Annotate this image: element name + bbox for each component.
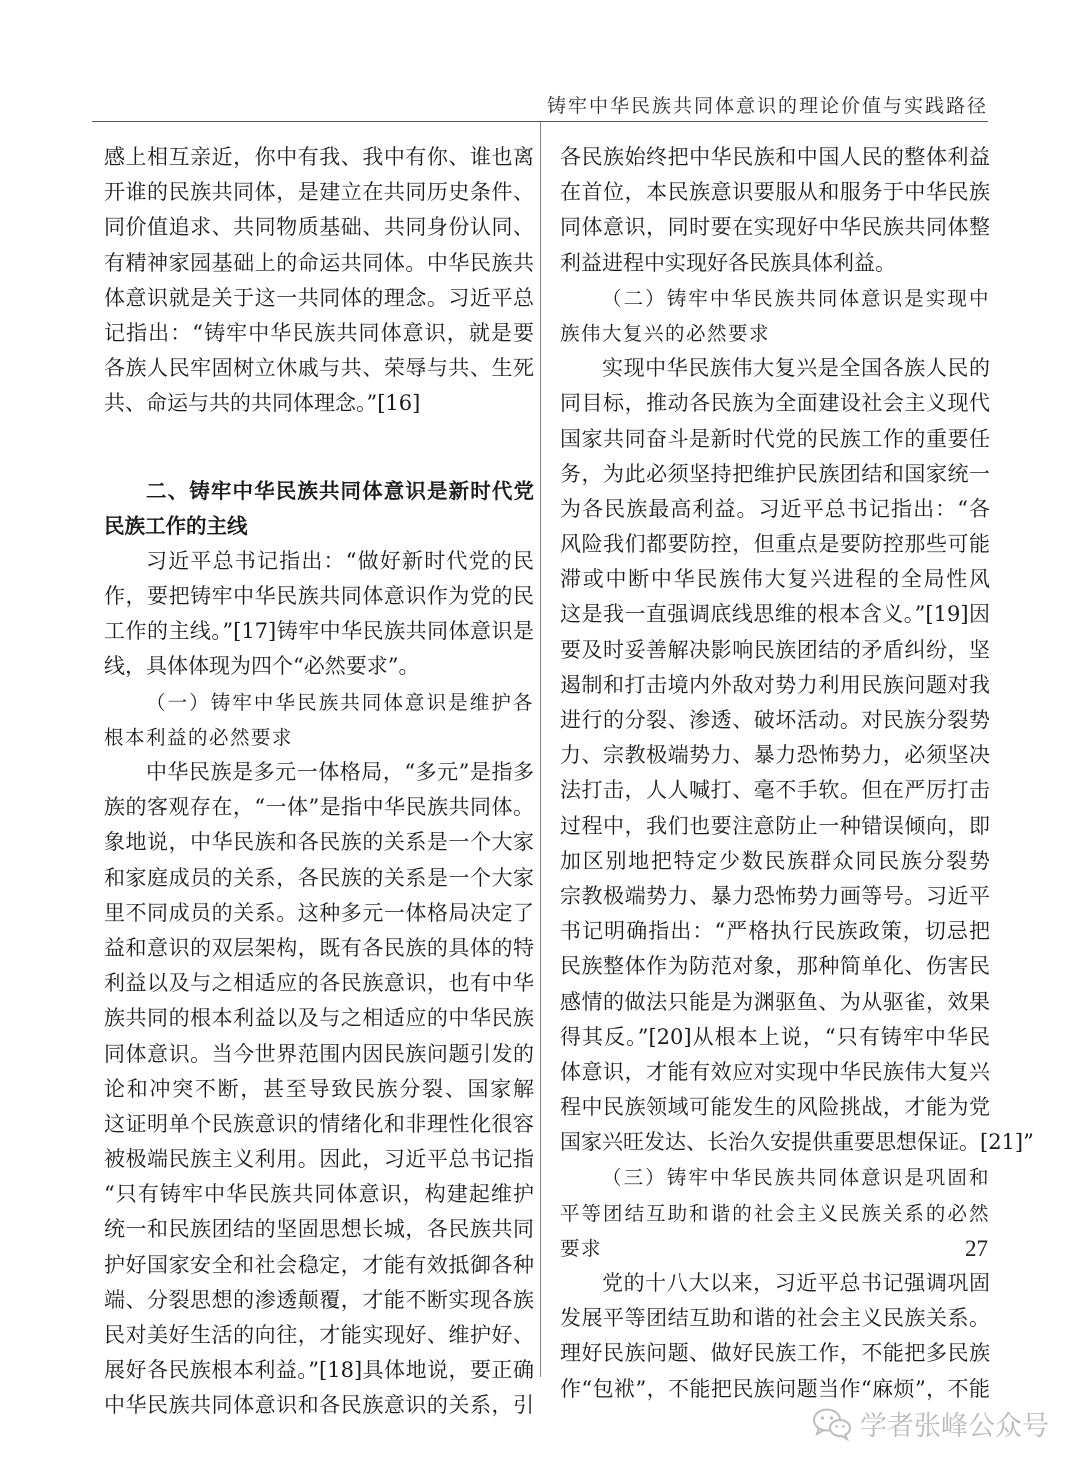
body-text-line: 得其反。”[20]从根本上说，“只有铸牢中华民 [560,1024,990,1049]
body-text-line: 记指出：“铸牢中华民族共同体意识，就是要 [104,320,534,345]
body-text-line: 统一和民族团结的坚固思想长城，各民族共同 [104,1217,534,1242]
spacer [104,422,534,474]
right-column [560,140,1034,1407]
body-text-line: 国家共同奋斗是新时代党的民族工作的重要任 [560,426,990,451]
body-text-line: 同价值追求、共同物质基础、共同身份认同、 [104,215,534,240]
body-text-line: 务，为此必须坚持把维护民族团结和国家统一 [560,461,990,486]
body-text-line: 开谁的民族共同体，是建立在共同历史条件、 [104,180,534,205]
body-text-line: 被极端民族主义利用。因此，习近平总书记指 [104,1147,534,1172]
body-text-line: 利益以及与之相适应的各民族意识，也有中华 [104,971,534,996]
subheading-line: （一）铸牢中华民族共同体意识是维护各 [146,690,534,714]
body-text-line: 遏制和打击境内外敌对势力利用民族问题对我 [560,672,990,697]
subheading-line: 要求 [560,1236,603,1260]
running-header: 铸牢中华民族共同体意识的理论价值与实践路径 [546,95,988,117]
body-text-line: 族的客观存在，“一体”是指中华民族共同体。 [104,795,534,820]
body-text-line: 里不同成员的关系。这种多元一体格局决定了 [104,900,534,925]
subheading-line: 根本利益的必然要求 [104,725,294,749]
wechat-icon [812,1407,852,1441]
body-text-line: 各民族始终把中华民族和中国人民的整体利益 [560,145,990,169]
body-text-line: 展好各民族根本利益。”[18]具体地说，要正确 [104,1358,534,1383]
body-text-line: 作“包袱”，不能把民族问题当作“麻烦”，不能 [560,1376,990,1401]
body-text-line: 感情的做法只能是为渊驱鱼、为从驱雀，效果 [560,989,990,1014]
body-text-line: 同体意识，同时要在实现好中华民族共同体整 [560,215,990,240]
body-text-line: 利益进程中实现好各民族具体利益。 [560,250,896,275]
body-text-line: 护好国家安全和社会稳定，才能有效抵御各种 [104,1252,534,1277]
body-text-line: 这是我一直强调底线思维的根本含义。”[19]因 [560,602,990,627]
body-text-line: “只有铸牢中华民族共同体意识，构建起维护 [104,1182,534,1207]
body-text-line: 益和意识的双层架构，既有各民族的具体的特 [104,935,534,960]
body-text-line: 各族人民牢固树立休戚与共、荣辱与共、生死 [104,356,534,381]
body-text-line: 体意识就是关于这一共同体的理念。习近平总 [104,285,534,310]
body-text-line: 滞或中断中华民族伟大复兴进程的全局性风 [560,567,990,592]
body-text-line: 力、宗教极端势力、暴力恐怖势力，必须坚决 [560,743,990,768]
left-column [104,140,534,1424]
body-text-line: 中华民族共同体意识和各民族意识的关系，引 [104,1393,534,1418]
watermark-text: 学者张峰公众号 [860,1411,1049,1442]
body-text-line: 和家庭成员的关系，各民族的关系是一个大家 [104,865,534,890]
section-heading-line: 二、铸牢中华民族共同体意识是新时代党 [146,478,534,503]
body-text-line: 同体意识。当今世界范围内因民族问题引发的 [104,1041,534,1066]
body-text-line: 国家兴旺发达、长治久安提供重要思想保证。[21]” [560,1130,1034,1155]
body-text-line: 民对美好生活的向往，才能实现好、维护好、 [104,1323,534,1347]
body-text-line: 作，要把铸牢中华民族共同体意识作为党的民 [104,584,534,609]
body-text-line: 这证明单个民族意识的情绪化和非理性化很容 [104,1111,534,1136]
body-text-line: 象地说，中华民族和各民族的关系是一个大家 [104,830,534,855]
subheading-line: （二）铸牢中华民族共同体意识是实现中 [602,286,990,310]
body-text-line: 加区别地把特定少数民族群众同民族分裂势 [560,848,990,873]
body-text-line: 民族整体作为防范对象，那种简单化、伤害民 [560,954,990,979]
watermark [812,1404,1049,1443]
body-text-line: 在首位，本民族意识要服从和服务于中华民族 [560,180,990,205]
body-text-line: 体意识，才能有效应对实现中华民族伟大复兴 [560,1059,990,1084]
body-text-line: 共、命运与共的共同体理念。”[16] [104,391,421,416]
body-text-line: 端、分裂思想的渗透颠覆，才能不断实现各族 [104,1287,534,1312]
body-text-line: 党的十八大以来，习近平总书记强调巩固 [602,1271,990,1295]
body-text-line: 工作的主线。”[17]铸牢中华民族共同体意识是 [104,619,534,644]
body-text-line: 实现中华民族伟大复兴是全国各族人民的 [602,356,990,381]
body-text-line: 感上相互亲近，你中有我、我中有你、谁也离 [104,145,534,169]
body-text-line: 为各民族最高利益。习近平总书记指出：“各 [560,496,990,521]
body-text-line: 理好民族问题、做好民族工作，不能把多民族 [560,1341,990,1366]
body-text-line: 进行的分裂、渗透、破坏活动。对民族分裂势 [560,708,990,732]
body-text-line: 程中民族领域可能发生的风险挑战，才能为党 [560,1095,990,1120]
body-text-line: 同目标，推动各民族为全面建设社会主义现代 [560,391,990,416]
body-text-line: 论和冲突不断，甚至导致民族分裂、国家解 [104,1076,534,1101]
subheading-line: 平等团结互助和谐的社会主义民族关系的必然 [560,1201,990,1225]
subheading-line: 族伟大复兴的必然要求 [560,321,771,345]
body-text-line: 过程中，我们也要注意防止一种错误倾向，即 [560,813,990,838]
body-text-line: 有精神家园基础上的命运共同体。中华民族共 [104,250,534,275]
body-text-line: 族共同的根本利益以及与之相适应的中华民族 [104,1006,534,1031]
body-text-line: 发展平等团结互助和谐的社会主义民族关系。 [560,1306,990,1331]
section-heading-line: 民族工作的主线 [104,513,248,538]
body-text-line: 要及时妥善解决影响民族团结的矛盾纠纷，坚 [560,637,990,662]
column-divider [540,122,541,1377]
body-text-line: 宗教极端势力、暴力恐怖势力画等号。习近平 [560,883,990,908]
page-number: 27 [965,1236,988,1261]
body-text-line: 书记明确指出：“严格执行民族政策，切忌把 [560,919,990,944]
body-text-line: 风险我们都要防控，但重点是要防控那些可能 [560,532,990,557]
body-text-line: 中华民族是多元一体格局，“多元”是指多 [146,760,534,784]
body-text-line: 习近平总书记指出：“做好新时代党的民 [146,548,534,573]
body-text-line: 法打击，人人喊打、毫不手软。但在严厉打击 [560,778,990,803]
subheading-line: （三）铸牢中华民族共同体意识是巩固和 [602,1166,990,1190]
body-text-line: 线，具体体现为四个“必然要求”。 [104,654,420,679]
